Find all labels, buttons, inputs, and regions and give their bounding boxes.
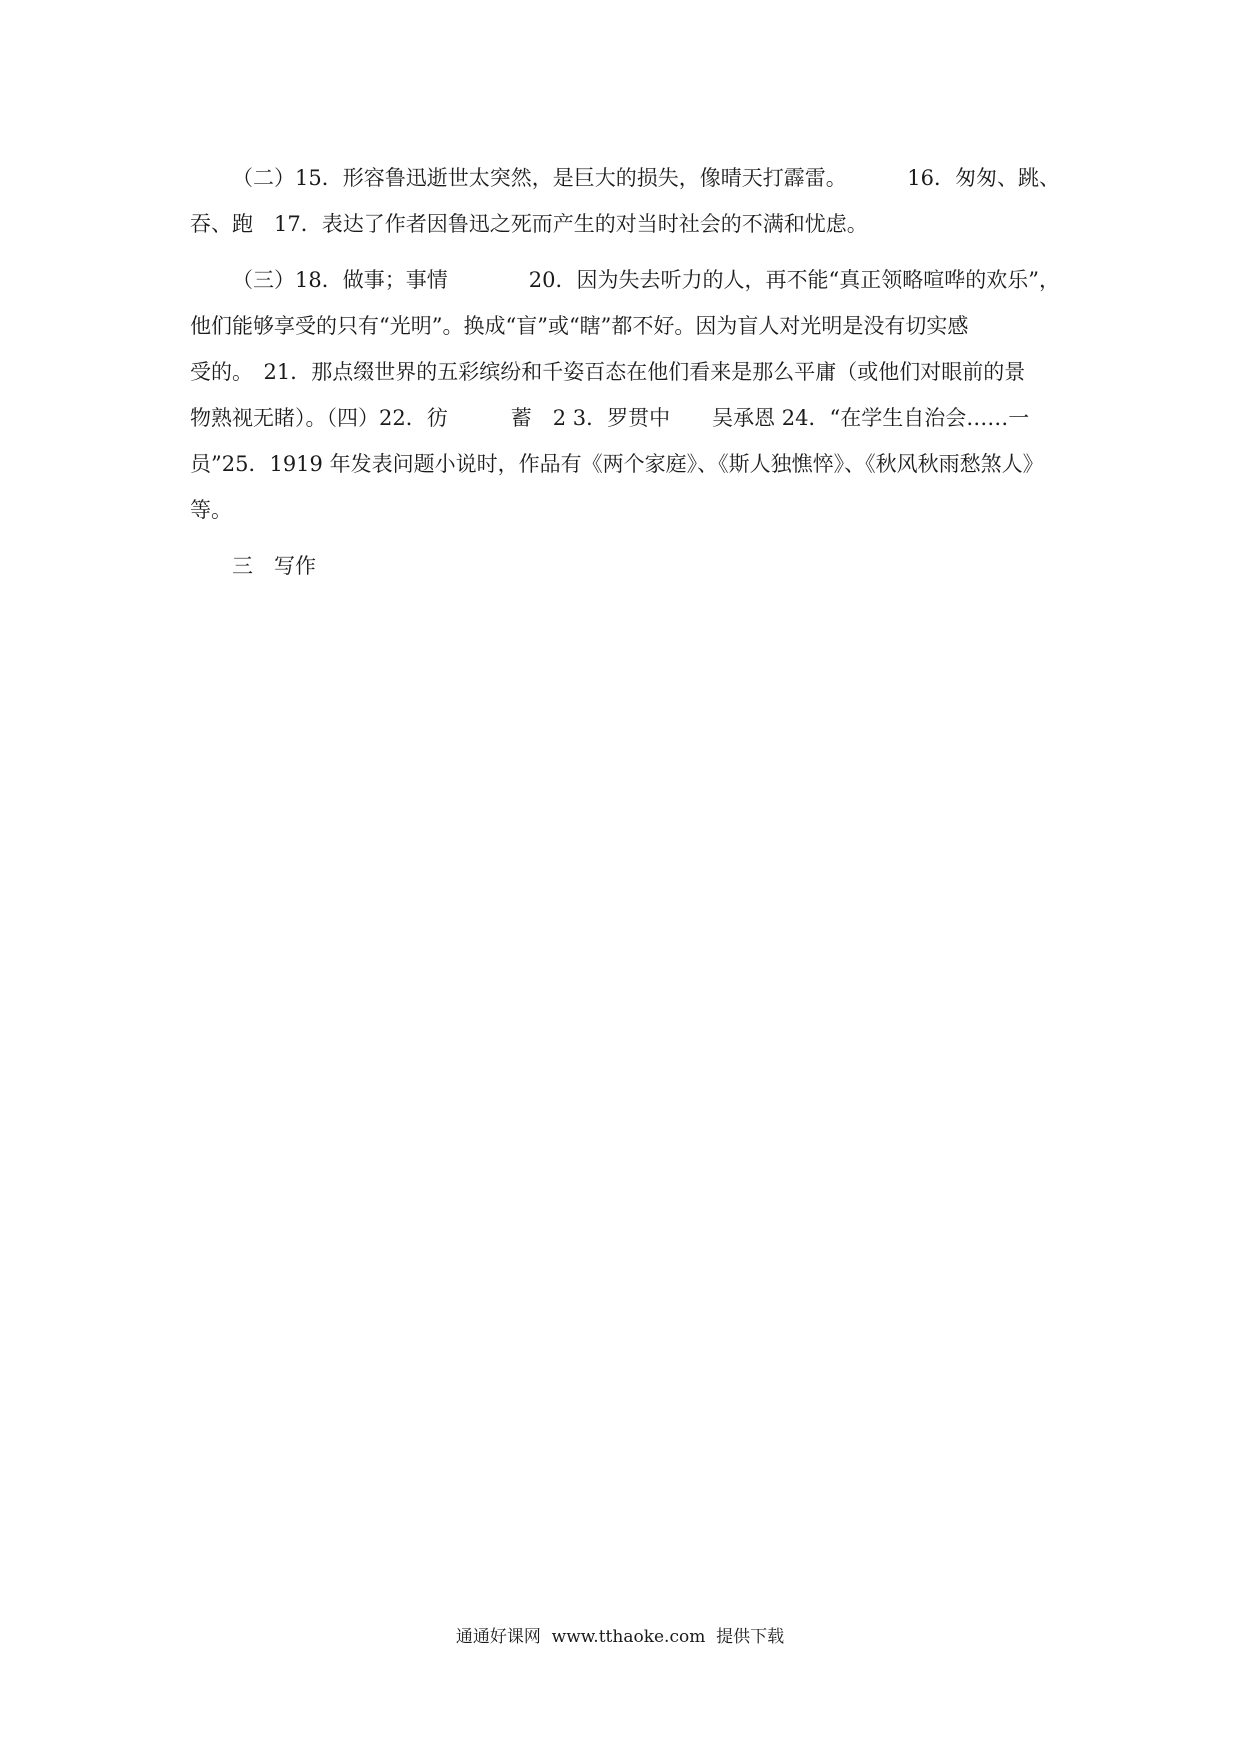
- text-line: [190, 395, 1060, 441]
- text-segment: 他们能够享受的只有“光明”。换成“盲”或“瞎”都不好。因为盲人对光明是没有切实感: [190, 314, 969, 338]
- text-line: [190, 349, 1060, 395]
- text-segment: 员”25．1919 年发表问题小说时，作品有《两个家庭》、《斯人独憔悴》、《秋风秋雨愁煞人》: [190, 452, 1044, 476]
- text-segment: 16．匆匆、跳、: [907, 166, 1060, 190]
- answer-section-three-four: [190, 257, 1060, 533]
- text-line: [190, 257, 1060, 303]
- text-segment: 吞、跑 17．表达了作者因鲁迅之死而产生的对当时社会的不满和忧虑。: [190, 212, 868, 236]
- text-segment: 20．因为失去听力的人，再不能“真正领略喧哗的欢乐”，: [528, 268, 1060, 292]
- text-segment: 受的。 21．那点缀世界的五彩缤纷和千姿百态在他们看来是那么平庸（或他们对眼前的景: [190, 360, 1026, 384]
- text-line: [190, 201, 1060, 247]
- answer-section-two: [190, 155, 1060, 247]
- text-line: [190, 303, 1060, 349]
- text-segment: 物熟视无睹）。（四）22．彷 蓄 2 3．罗贯中 吴承恩 24．“在学生自治会……一: [190, 406, 1030, 430]
- text-segment: （三）18．做事；事情: [232, 268, 448, 292]
- page-footer: 通通好课网 www.tthaoke.com 提供下载: [455, 1627, 785, 1647]
- text-segment: 等。: [190, 498, 232, 522]
- text-line: [190, 487, 1060, 533]
- document-body: [190, 155, 1060, 589]
- section-heading-writing: 三 写作: [232, 554, 316, 578]
- text-segment: （二）15．形容鲁迅逝世太突然，是巨大的损失，像晴天打霹雷。: [232, 166, 847, 190]
- text-line: [190, 155, 1060, 201]
- text-line: [190, 441, 1060, 487]
